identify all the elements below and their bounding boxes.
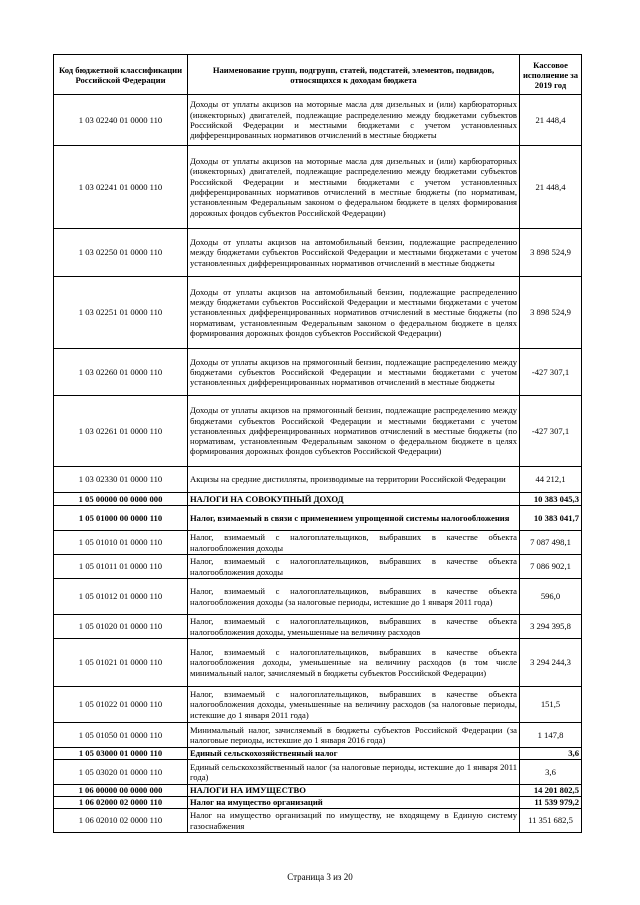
table-row [54,639,582,687]
row-name: Доходы от уплаты акцизов на автомобильный бензин, подлежащие распределению между бюджетами субъектов Российской Федерации и местными бюджетами с учетом установленных дифференцированных нормативов отчислений в местные бюджеты [188,229,520,277]
row-name: Налог на имущество организаций [188,797,520,809]
row-amount: 7 086 902,1 [520,555,582,579]
row-code: 1 03 02251 01 0000 110 [54,277,188,349]
row-amount: 7 087 498,1 [520,531,582,555]
row-name: Налог на имущество организаций по имуществу, не входящему в Единую систему газоснабжения [188,809,520,833]
table-row [54,277,582,349]
budget-revenue-table [53,54,582,833]
row-amount: -427 307,1 [520,349,582,396]
row-code: 1 05 01050 01 0000 110 [54,723,188,748]
row-name: Доходы от уплаты акцизов на прямогонный бензин, подлежащие распределению между бюджетами субъектов Российской Федерации и местными бюджетами с учетом установленных дифференцированных нормативов отчислений в местные бюджеты (по нормативам, установленным Федеральным законом о федеральном бюджете в целях формирования дорожных фондов субъектов Российской Федерации) [188,396,520,467]
row-name: Налог, взимаемый с налогоплательщиков, выбравших в качестве объекта налогообложения доходы (за налоговые периоды, истекшие до 1 января 2011 года) [188,579,520,615]
header-name: Наименование групп, подгрупп, статей, подстатей, элементов, подвидов, относящихся к доходам бюджета [188,55,520,95]
row-code: 1 05 01022 01 0000 110 [54,687,188,723]
table-row [54,229,582,277]
table-row [54,809,582,833]
row-code: 1 05 00000 00 0000 000 [54,493,188,506]
row-amount: 3,6 [520,748,582,760]
row-amount: 3 898 524,9 [520,277,582,349]
row-name: НАЛОГИ НА СОВОКУПНЫЙ ДОХОД [188,493,520,506]
row-amount: 10 383 041,7 [520,506,582,531]
row-code: 1 03 02250 01 0000 110 [54,229,188,277]
row-amount: 1 147,8 [520,723,582,748]
table-row [54,506,582,531]
row-name: НАЛОГИ НА ИМУЩЕСТВО [188,785,520,797]
table-row [54,748,582,760]
table-row [54,760,582,785]
table-row [54,555,582,579]
row-name: Доходы от уплаты акцизов на автомобильный бензин, подлежащие распределению между бюджетами субъектов Российской Федерации и местными бюджетами с учетом установленных дифференцированных нормативов отчислений в местные бюджеты (по нормативам, установленным Федеральным законом о федеральном бюджете в целях формирования дорожных фондов субъектов Российской Федерации) [188,277,520,349]
row-amount: 151,5 [520,687,582,723]
row-code: 1 03 02240 01 0000 110 [54,95,188,146]
row-name: Доходы от уплаты акцизов на моторные масла для дизельных и (или) карбюраторных (инжекторных) двигателей, подлежащие распределению между бюджетами субъектов Российской Федерации и местными бюджетами с учетом установленных дифференцированных нормативов отчислений в местные бюджеты (по нормативам, установленным Федеральным законом о федеральном бюджете в целях формирования дорожных фондов субъектов Российской Федерации) [188,146,520,229]
header-code: Код бюджетной классификации Российской Федерации [54,55,188,95]
row-code: 1 05 03000 01 0000 110 [54,748,188,760]
row-amount: 3 898 524,9 [520,229,582,277]
table-row [54,467,582,493]
header-amount: Кассовое исполнение за 2019 год [520,55,582,95]
row-amount: 3 294 244,3 [520,639,582,687]
row-name: Налог, взимаемый в связи с применением упрощенной системы налогообложения [188,506,520,531]
page-number: Страница 3 из 20 [287,872,353,882]
row-name: Налог, взимаемый с налогоплательщиков, выбравших в качестве объекта налогообложения доходы, уменьшенные на величину расходов (в том числе минимальный налог, зачисляемый в бюджеты субъектов Российской Федерации) [188,639,520,687]
table-header-row [54,55,582,95]
row-code: 1 05 01021 01 0000 110 [54,639,188,687]
table-row [54,723,582,748]
row-amount: 596,0 [520,579,582,615]
row-amount: 3 294 395,8 [520,615,582,639]
table-row [54,687,582,723]
row-amount: -427 307,1 [520,396,582,467]
row-name: Единый сельскохозяйственный налог (за налоговые периоды, истекшие до 1 января 2011 года) [188,760,520,785]
row-name: Налог, взимаемый с налогоплательщиков, выбравших в качестве объекта налогообложения доходы [188,531,520,555]
table-body [54,95,582,833]
row-name: Минимальный налог, зачисляемый в бюджеты субъектов Российской Федерации (за налоговые периоды, истекшие до 1 января 2016 года) [188,723,520,748]
row-code: 1 03 02241 01 0000 110 [54,146,188,229]
table-row [54,615,582,639]
row-amount: 11 351 682,5 [520,809,582,833]
row-code: 1 03 02261 01 0000 110 [54,396,188,467]
table-row [54,579,582,615]
row-code: 1 06 00000 00 0000 000 [54,785,188,797]
row-amount: 21 448,4 [520,95,582,146]
row-amount: 14 201 802,5 [520,785,582,797]
row-name: Акцизы на средние дистилляты, производимые на территории Российской Федерации [188,467,520,493]
row-name: Налог, взимаемый с налогоплательщиков, выбравших в качестве объекта налогообложения доходы [188,555,520,579]
table-row [54,785,582,797]
row-amount: 10 383 045,3 [520,493,582,506]
row-amount: 11 539 979,2 [520,797,582,809]
row-amount: 21 448,4 [520,146,582,229]
row-code: 1 06 02010 02 0000 110 [54,809,188,833]
row-code: 1 05 01000 00 0000 110 [54,506,188,531]
row-code: 1 05 01012 01 0000 110 [54,579,188,615]
row-code: 1 05 03020 01 0000 110 [54,760,188,785]
row-code: 1 06 02000 02 0000 110 [54,797,188,809]
row-code: 1 03 02330 01 0000 110 [54,467,188,493]
table-row [54,349,582,396]
row-name: Единый сельскохозяйственный налог [188,748,520,760]
row-amount: 3,6 [520,760,582,785]
row-name: Налог, взимаемый с налогоплательщиков, выбравших в качестве объекта налогообложения доходы, уменьшенные на величину расходов [188,615,520,639]
row-amount: 44 212,1 [520,467,582,493]
table-row [54,396,582,467]
row-code: 1 05 01020 01 0000 110 [54,615,188,639]
row-code: 1 05 01011 01 0000 110 [54,555,188,579]
table-row [54,531,582,555]
row-name: Доходы от уплаты акцизов на прямогонный бензин, подлежащие распределению между бюджетами субъектов Российской Федерации и местными бюджетами с учетом установленных дифференцированных нормативов отчислений в местные бюджеты [188,349,520,396]
table-row [54,493,582,506]
row-code: 1 03 02260 01 0000 110 [54,349,188,396]
row-name: Налог, взимаемый с налогоплательщиков, выбравших в качестве объекта налогообложения доходы, уменьшенные на величину расходов (за налоговые периоды, истекшие до 1 января 2011 года) [188,687,520,723]
row-code: 1 05 01010 01 0000 110 [54,531,188,555]
table-row [54,797,582,809]
row-name: Доходы от уплаты акцизов на моторные масла для дизельных и (или) карбюраторных (инжекторных) двигателей, подлежащие распределению между бюджетами субъектов Российской Федерации и местными бюджетами с учетом установленных дифференцированных нормативов отчислений в местные бюджеты [188,95,520,146]
table-row [54,146,582,229]
table-row [54,95,582,146]
